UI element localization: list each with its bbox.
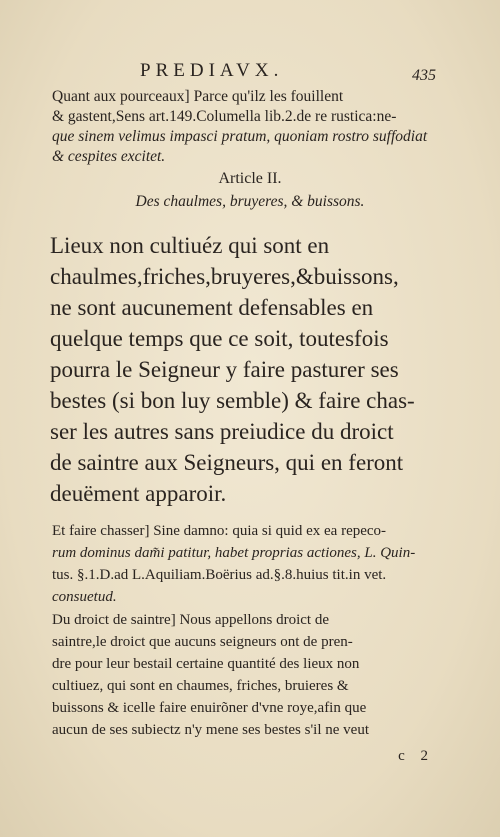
commentary-line: aucun de ses subiectz n'y mene ses bestes s'il ne veut [52, 722, 369, 738]
body-line: ser les autres sans preiudice du droict [50, 419, 394, 444]
commentary-line: saintre,le droict que aucuns seigneurs ont de pren- [52, 634, 353, 650]
body-line: bestes (si bon luy semble) & faire chas- [50, 388, 415, 413]
page-number: 435 [412, 67, 436, 84]
body-line: quelque temps que ce soit, toutesfois [50, 326, 389, 351]
page-header [0, 60, 500, 84]
commentary-line: buissons & icelle faire enuirõner d'vne roye,afin que [52, 700, 367, 716]
commentary-line: cultiuez, qui sont en chaumes, friches, bruieres & [52, 678, 349, 694]
running-head: PREDIAVX. [140, 60, 284, 81]
body-line: de saintre aux Seigneurs, qui en feront [50, 450, 404, 475]
commentary-line: tus. §.1.D.ad L.Aquiliam.Boërius ad.§.8.huius tit.in vet. [52, 567, 387, 583]
signature-mark: c 2 [398, 748, 434, 764]
body-line: deuëment apparoir. [50, 481, 227, 506]
body-line: pourra le Seigneur y faire pasturer ses [50, 357, 399, 382]
article-subtitle: Des chaulmes, bruyeres, & buissons. [135, 193, 365, 210]
note-line: que sinem velimus impasci pratum, quoniam rostro suffodiat [52, 128, 428, 145]
body-line: ne sont aucunement defensables en [50, 295, 374, 320]
body-line: Lieux non cultiuéz qui sont en [50, 233, 330, 258]
article-heading: Article II. [218, 170, 282, 187]
commentary-line: rum dominus dam̃i patitur, habet proprias actiones, L. Quin- [52, 545, 416, 561]
note-line: Quant aux pourceaux] Parce qu'ilz les fouillent [52, 88, 344, 105]
note-line: & cespites excitet. [52, 148, 166, 165]
note-line: & gastent,Sens art.149.Columella lib.2.de re rustica:ne- [52, 108, 397, 125]
commentary-line: Et faire chasser] Sine damno: quia si quid ex ea repeco- [52, 523, 387, 539]
commentary-line: Du droict de saintre] Nous appellons droict de [52, 612, 330, 628]
commentary-line: dre pour leur bestail certaine quantité des lieux non [52, 656, 360, 672]
commentary-line: consuetud. [52, 589, 117, 605]
body-line: chaulmes,friches,bruyeres,&buissons, [50, 264, 399, 289]
